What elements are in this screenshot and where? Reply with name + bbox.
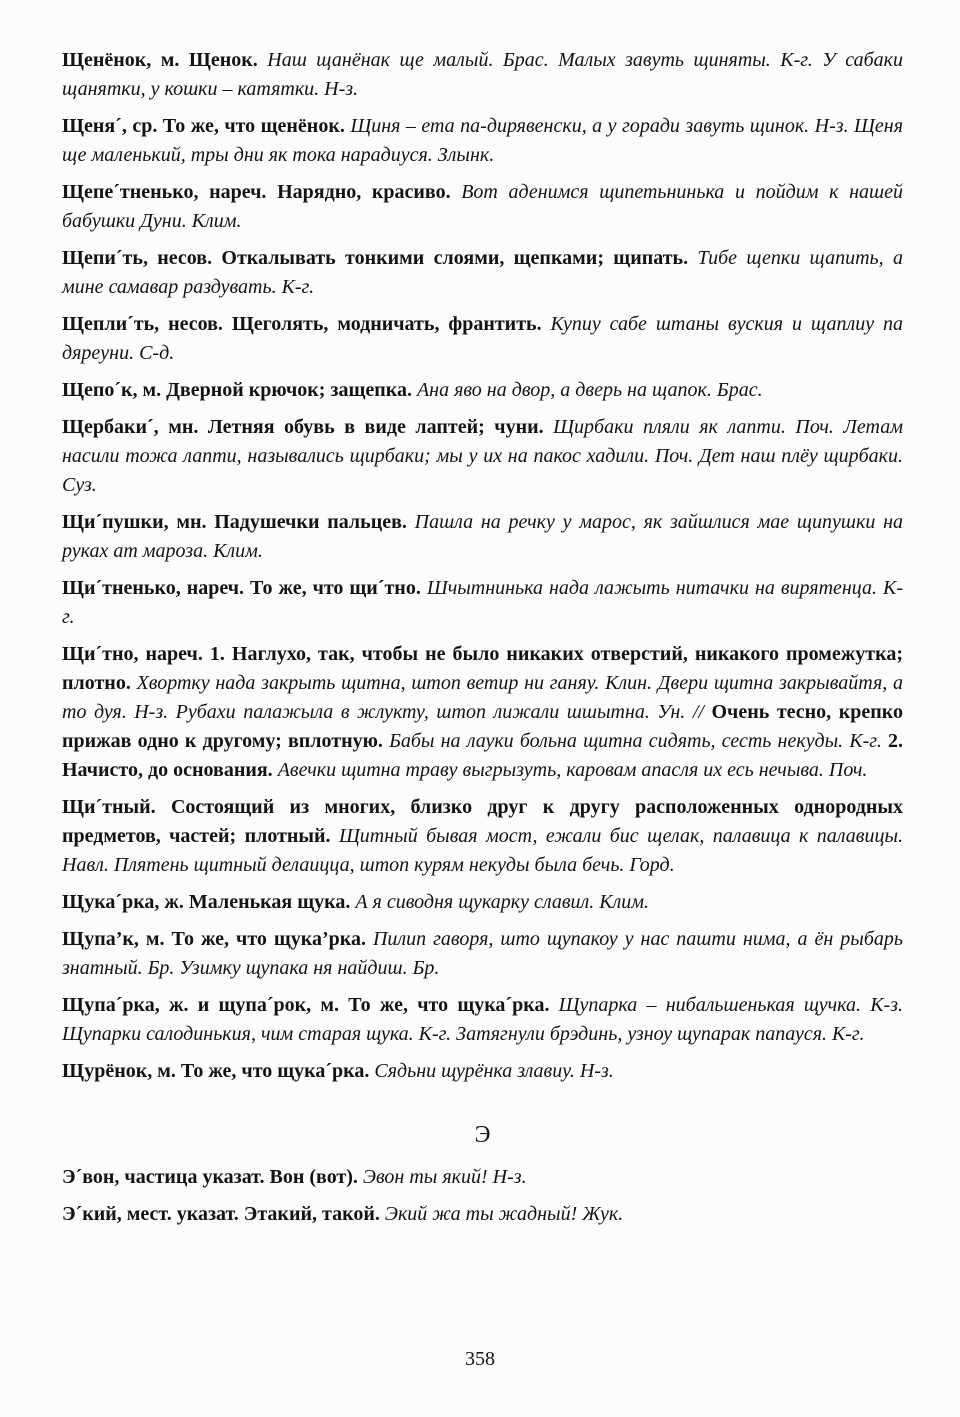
entry-example-citation: Авечки щитна траву выгрызуть, каровам апасля их есь нечыва. Поч. (277, 759, 868, 781)
entry-headword-definition: Щи´пушки, мн. Падушечки пальцев. (62, 511, 415, 533)
dictionary-entry (62, 508, 903, 566)
dictionary-entry (62, 991, 903, 1049)
dictionary-entry (62, 925, 903, 983)
entry-headword-definition: Щупа´рка, ж. и щупа´рок, м. То же, что щука´рка. (62, 994, 559, 1016)
dictionary-entry (62, 1163, 903, 1192)
entry-example-citation: Хвортку нада закрыть щитна, штоп ветир ни ганяу. Клин. Двери щитна закрывайтя, а то дуя. Н-з. Рубахи палажыла в жлукту, штоп лижали шшытна. Ун. // (62, 672, 904, 723)
dictionary-entry (62, 112, 903, 170)
entry-example-citation: Щирбаки пляли як лапти. Поч. Летам насили тожа лапти, назывались щирбаки; мы у их на пакос хадили. Поч. Дет наш плёу щирбаки. Суз. (62, 416, 904, 496)
dictionary-entry (62, 640, 903, 785)
entry-example-citation: Вот аденимся щипетьнинька и пойдим к нашей бабушки Дуни. Клим. (62, 181, 903, 232)
page-number: 358 (465, 1348, 495, 1370)
entry-headword-definition: Щука´рка, ж. Маленькая щука. (62, 891, 356, 913)
entries-section-shch (62, 46, 903, 1086)
entry-headword-definition: Щи´тный. Состоящий из многих, близко друг к другу расположенных однородных предметов, частей; плотный. (62, 796, 903, 847)
dictionary-entry (62, 574, 903, 632)
entry-headword-definition: Щепли´ть, несов. Щеголять, модничать, франтить. (62, 313, 551, 335)
entry-headword-definition: Очень тесно, крепко прижав одно к другому; вплотную. (62, 701, 904, 752)
entry-example-citation: Сядьни щурёнка злавиу. Н-з. (374, 1060, 614, 1082)
entries-section-e (62, 1163, 903, 1229)
entry-example-citation: Пашла на речку у марос, як зайшлися мае щипушки на руках ат мароза. Клим. (62, 511, 903, 562)
entry-example-citation: Щиня – ета па-дирявенски, а у горади завуть щинок. Н-з. Щеня ще маленький, тры дни як тока нарадиуся. Злынк. (62, 115, 903, 166)
section-heading-letter-e: Э (474, 1122, 491, 1148)
dictionary-entry (62, 1057, 903, 1086)
entry-headword-definition: Щепе´тненько, нареч. Нарядно, красиво. (62, 181, 462, 203)
dictionary-entry (62, 793, 903, 880)
entry-headword-definition: Э´кий, мест. указат. Этакий, такой. (62, 1203, 385, 1225)
entry-headword-definition: Щербаки´, мн. Летняя обувь в виде лаптей; чуни. (62, 416, 554, 438)
dictionary-entry (62, 178, 903, 236)
entry-example-citation: Пилип гаворя, што щупакоу у нас пашти нима, а ён рыбарь знатный. Бр. Узимку щупака ня найдиш. Бр. (62, 928, 903, 979)
entry-example-citation: Ана яво на двор, а дверь на щапок. Брас. (416, 379, 763, 401)
entry-headword-definition: Щеня´, ср. То же, что щенёнок. (62, 115, 351, 137)
dictionary-entry (62, 376, 903, 405)
entry-example-citation: Бабы на лауки больна щитна сидять, сесть некуды. К-г. (389, 730, 889, 752)
dictionary-entry (62, 1200, 903, 1229)
dictionary-entry (62, 310, 903, 368)
dictionary-entry (62, 888, 903, 917)
dictionary-entry (62, 46, 903, 104)
entry-headword-definition: Щупа’к, м. То же, что щука’рка. (62, 928, 373, 950)
entry-example-citation: Наш щанёнак ще малый. Брас. Малых завуть щиняты. К-г. У сабаки щанятки, у кошки – катятки. Н-з. (62, 49, 903, 100)
entry-headword-definition: Щепо´к, м. Дверной крючок; защепка. (62, 379, 417, 401)
entry-example-citation: Купиу сабе штаны вуския и щаплиу па дяреуни. С-д. (62, 313, 903, 364)
entry-headword-definition: Щурёнок, м. То же, что щука´рка. (62, 1060, 375, 1082)
entry-example-citation: Эвон ты який! Н-з. (362, 1166, 527, 1188)
entry-example-citation: Экий жа ты жадный! Жук. (384, 1203, 624, 1225)
entry-headword-definition: Щи´тно, нареч. 1. Наглухо, так, чтобы не было никаких отверстий, никакого промежутка; плотно. (62, 643, 903, 694)
entry-headword-definition: 2. Начисто, до основания. (62, 730, 904, 781)
entry-headword-definition: Щепи´ть, несов. Откалывать тонкими слоями, щепками; щипать. (62, 247, 698, 269)
entry-headword-definition: Э´вон, частица указат. Вон (вот). (62, 1166, 363, 1188)
entry-example-citation: Щупарка – нибальшенькая щучка. К-з. Щупарки салодинькия, чим старая щука. К-г. Затягнули брэдинь, узноу щупарак папауся. К-г. (62, 994, 903, 1045)
entry-example-citation: Щитный бывая мост, ежали бис щелак, палавица к палавицы. Навл. Плятень щитный делаицца, штоп курям некуды была бечь. Горд. (62, 825, 904, 876)
entry-example-citation: А я сиводня щукарку славил. Клим. (355, 891, 650, 913)
entry-headword-definition: Щи´тненько, нареч. То же, что щи´тно. (62, 577, 427, 599)
dictionary-entry (62, 413, 903, 500)
entry-example-citation: Тибе щепки щапить, а мине самавар раздувать. К-г. (62, 247, 903, 298)
dictionary-entry (62, 244, 903, 302)
entry-headword-definition: Щенёнок, м. Щенок. (62, 49, 268, 71)
entry-example-citation: Шчытнинька нада лажыть нитачки на вирятенца. К-г. (62, 577, 903, 628)
